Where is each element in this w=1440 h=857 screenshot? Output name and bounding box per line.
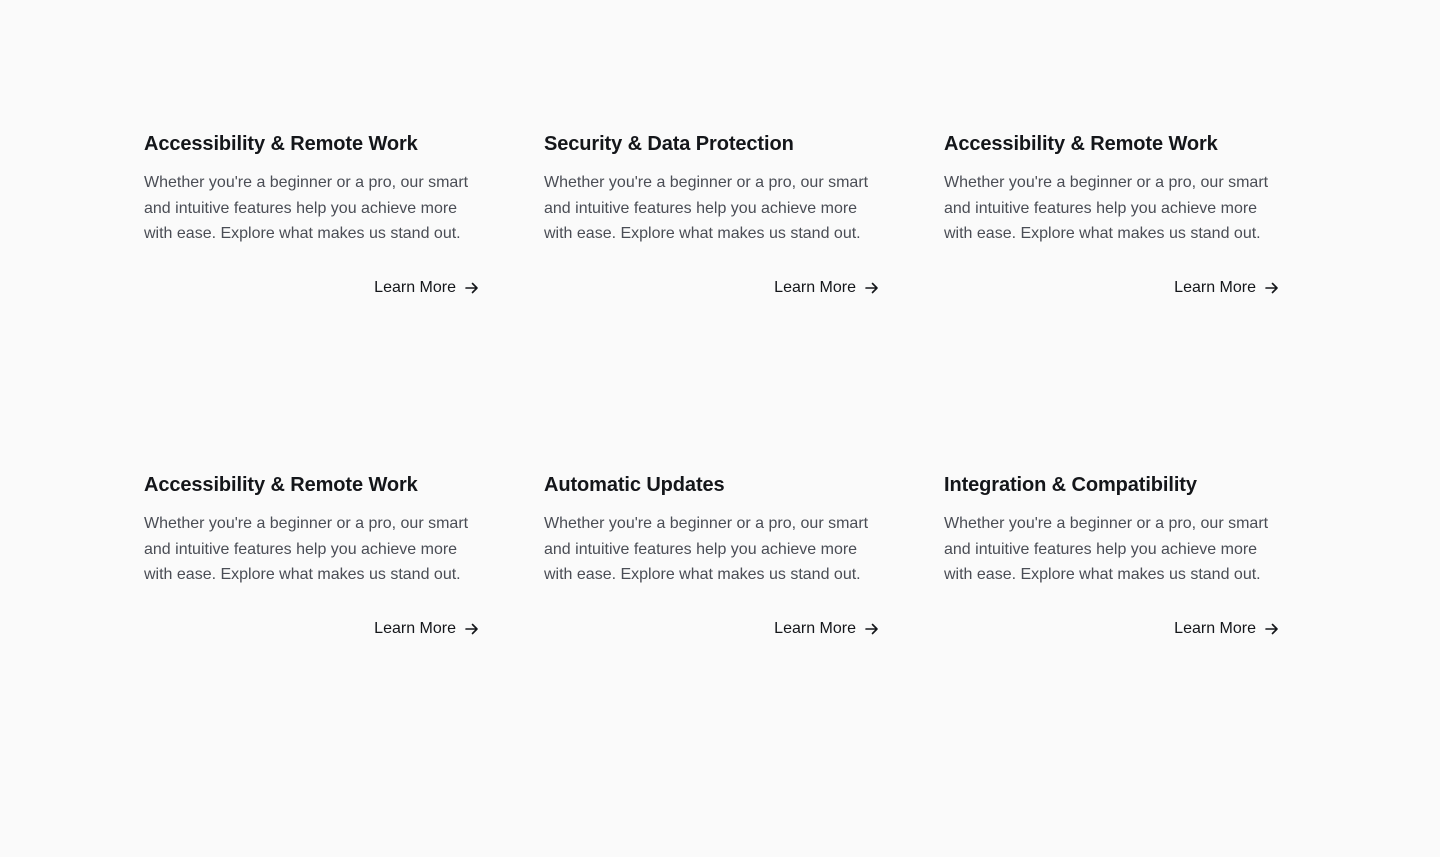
feature-card-accessibility-remote-work	[144, 341, 480, 682]
feature-card-accessibility-remote-work	[144, 0, 480, 341]
arrow-right-icon	[1264, 621, 1280, 637]
learn-more-label: Learn More	[774, 619, 856, 637]
feature-description: Whether you're a beginner or a pro, our smart and intuitive features help you achieve more with ease. Explore what makes us stand out.	[144, 515, 469, 583]
feature-card-automatic-updates	[544, 341, 880, 682]
features-grid	[144, 0, 1296, 682]
learn-more-link[interactable]	[774, 618, 880, 640]
feature-title: Accessibility & Remote Work	[944, 133, 1218, 155]
learn-more-link[interactable]	[374, 277, 480, 299]
arrow-right-icon	[464, 280, 480, 296]
feature-description: Whether you're a beginner or a pro, our smart and intuitive features help you achieve more with ease. Explore what makes us stand out.	[944, 174, 1269, 242]
learn-more-link[interactable]	[774, 277, 880, 299]
feature-description: Whether you're a beginner or a pro, our smart and intuitive features help you achieve more with ease. Explore what makes us stand out.	[544, 174, 869, 242]
feature-title: Automatic Updates	[544, 474, 725, 496]
feature-title: Security & Data Protection	[544, 133, 794, 155]
feature-title: Accessibility & Remote Work	[144, 474, 418, 496]
learn-more-label: Learn More	[1174, 619, 1256, 637]
learn-more-link[interactable]	[1174, 277, 1280, 299]
learn-more-link[interactable]	[1174, 618, 1280, 640]
feature-card-security-data-protection	[544, 0, 880, 341]
feature-description: Whether you're a beginner or a pro, our smart and intuitive features help you achieve more with ease. Explore what makes us stand out.	[544, 515, 869, 583]
feature-card-integration-compatibility	[944, 341, 1280, 682]
feature-description: Whether you're a beginner or a pro, our smart and intuitive features help you achieve more with ease. Explore what makes us stand out.	[144, 174, 469, 242]
feature-title: Integration & Compatibility	[944, 474, 1197, 496]
arrow-right-icon	[1264, 280, 1280, 296]
learn-more-label: Learn More	[1174, 278, 1256, 296]
arrow-right-icon	[464, 621, 480, 637]
learn-more-label: Learn More	[774, 278, 856, 296]
learn-more-label: Learn More	[374, 278, 456, 296]
learn-more-label: Learn More	[374, 619, 456, 637]
feature-card-accessibility-remote-work	[944, 0, 1280, 341]
learn-more-link[interactable]	[374, 618, 480, 640]
feature-title: Accessibility & Remote Work	[144, 133, 418, 155]
arrow-right-icon	[864, 621, 880, 637]
feature-description: Whether you're a beginner or a pro, our smart and intuitive features help you achieve more with ease. Explore what makes us stand out.	[944, 515, 1269, 583]
arrow-right-icon	[864, 280, 880, 296]
